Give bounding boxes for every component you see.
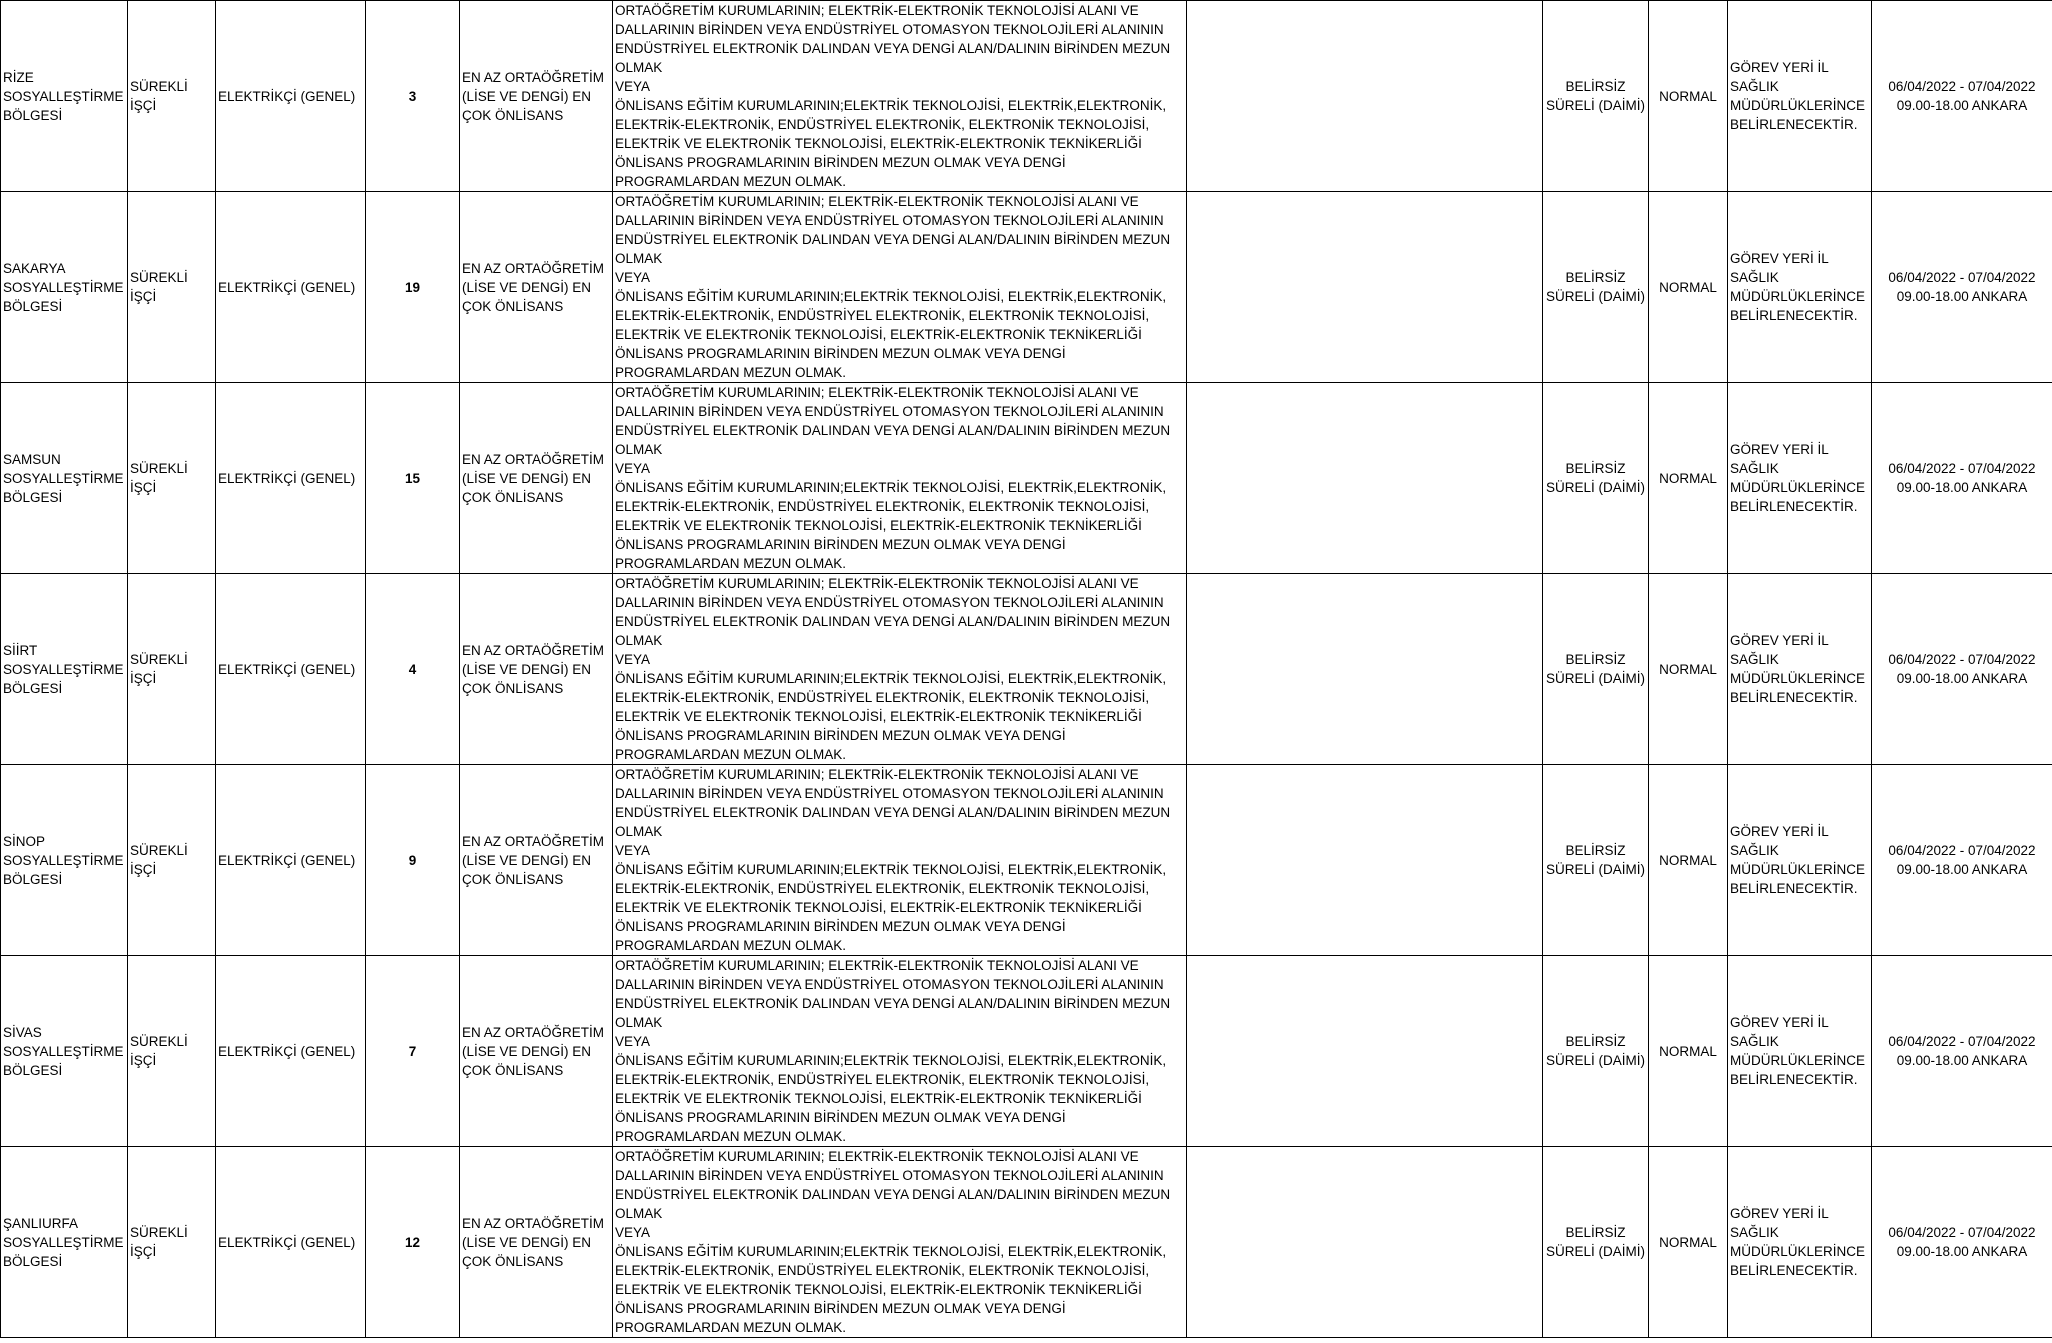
- region-cell: SAKARYA SOSYALLEŞTİRME BÖLGESİ: [1, 192, 128, 383]
- extra-cell: [1187, 574, 1543, 765]
- staff-type-cell: SÜREKLİ İŞÇİ: [128, 1, 216, 192]
- education-cell: EN AZ ORTAÖĞRETİM (LİSE VE DENGİ) EN ÇOK ÖNLİSANS: [460, 1, 613, 192]
- staff-type-cell: SÜREKLİ İŞÇİ: [128, 192, 216, 383]
- dates-cell: 06/04/2022 - 07/04/2022 09.00-18.00 ANKARA: [1872, 383, 2052, 574]
- position-cell: ELEKTRİKÇİ (GENEL): [216, 1, 366, 192]
- quota-cell: 4: [366, 574, 460, 765]
- dates-cell: 06/04/2022 - 07/04/2022 09.00-18.00 ANKARA: [1872, 1147, 2052, 1338]
- staff-type-cell: SÜREKLİ İŞÇİ: [128, 383, 216, 574]
- position-cell: ELEKTRİKÇİ (GENEL): [216, 574, 366, 765]
- region-cell: SİİRT SOSYALLEŞTİRME BÖLGESİ: [1, 574, 128, 765]
- education-cell: EN AZ ORTAÖĞRETİM (LİSE VE DENGİ) EN ÇOK ÖNLİSANS: [460, 192, 613, 383]
- quota-cell: 19: [366, 192, 460, 383]
- qualification-cell: ORTAÖĞRETİM KURUMLARININ; ELEKTRİK-ELEKTRONİK TEKNOLOJİSİ ALANI VE DALLARININ BİRİNDEN VEYA ENDÜSTRİYEL OTOMASYON TEKNOLOJİLERİ ALANININ ENDÜSTRİYEL ELEKTRONİK DALINDAN VEYA DENGİ ALAN/DALININ BİRİNDEN MEZUN OLMAK VEYA ÖNLİSANS EĞİTİM KURUMLARININ;ELEKTRİK TEKNOLOJİSİ, ELEKTRİK,ELEKTRONİK, ELEKTRİK-ELEKTRONİK, ENDÜSTRİYEL ELEKTRONİK, ELEKTRONİK TEKNOLOJİSİ, ELEKTRİK VE ELEKTRONİK TEKNOLOJİSİ, ELEKTRİK-ELEKTRONİK TEKNİKERLİĞİ ÖNLİSANS PROGRAMLARININ BİRİNDEN MEZUN OLMAK VEYA DENGİ PROGRAMLARDAN MEZUN OLMAK.: [613, 1147, 1187, 1338]
- education-cell: EN AZ ORTAÖĞRETİM (LİSE VE DENGİ) EN ÇOK ÖNLİSANS: [460, 574, 613, 765]
- dates-cell: 06/04/2022 - 07/04/2022 09.00-18.00 ANKARA: [1872, 765, 2052, 956]
- table-row: [1, 574, 2052, 765]
- staff-type-cell: SÜREKLİ İŞÇİ: [128, 765, 216, 956]
- extra-cell: [1187, 1, 1543, 192]
- qualification-cell: ORTAÖĞRETİM KURUMLARININ; ELEKTRİK-ELEKTRONİK TEKNOLOJİSİ ALANI VE DALLARININ BİRİNDEN VEYA ENDÜSTRİYEL OTOMASYON TEKNOLOJİLERİ ALANININ ENDÜSTRİYEL ELEKTRONİK DALINDAN VEYA DENGİ ALAN/DALININ BİRİNDEN MEZUN OLMAK VEYA ÖNLİSANS EĞİTİM KURUMLARININ;ELEKTRİK TEKNOLOJİSİ, ELEKTRİK,ELEKTRONİK, ELEKTRİK-ELEKTRONİK, ENDÜSTRİYEL ELEKTRONİK, ELEKTRONİK TEKNOLOJİSİ, ELEKTRİK VE ELEKTRONİK TEKNOLOJİSİ, ELEKTRİK-ELEKTRONİK TEKNİKERLİĞİ ÖNLİSANS PROGRAMLARININ BİRİNDEN MEZUN OLMAK VEYA DENGİ PROGRAMLARDAN MEZUN OLMAK.: [613, 574, 1187, 765]
- extra-cell: [1187, 765, 1543, 956]
- table-row: [1, 192, 2052, 383]
- qualification-cell: ORTAÖĞRETİM KURUMLARININ; ELEKTRİK-ELEKTRONİK TEKNOLOJİSİ ALANI VE DALLARININ BİRİNDEN VEYA ENDÜSTRİYEL OTOMASYON TEKNOLOJİLERİ ALANININ ENDÜSTRİYEL ELEKTRONİK DALINDAN VEYA DENGİ ALAN/DALININ BİRİNDEN MEZUN OLMAK VEYA ÖNLİSANS EĞİTİM KURUMLARININ;ELEKTRİK TEKNOLOJİSİ, ELEKTRİK,ELEKTRONİK, ELEKTRİK-ELEKTRONİK, ENDÜSTRİYEL ELEKTRONİK, ELEKTRONİK TEKNOLOJİSİ, ELEKTRİK VE ELEKTRONİK TEKNOLOJİSİ, ELEKTRİK-ELEKTRONİK TEKNİKERLİĞİ ÖNLİSANS PROGRAMLARININ BİRİNDEN MEZUN OLMAK VEYA DENGİ PROGRAMLARDAN MEZUN OLMAK.: [613, 1, 1187, 192]
- staff-type-cell: SÜREKLİ İŞÇİ: [128, 956, 216, 1147]
- shift-cell: NORMAL: [1649, 1, 1728, 192]
- position-cell: ELEKTRİKÇİ (GENEL): [216, 956, 366, 1147]
- dates-cell: 06/04/2022 - 07/04/2022 09.00-18.00 ANKARA: [1872, 192, 2052, 383]
- region-cell: SAMSUN SOSYALLEŞTİRME BÖLGESİ: [1, 383, 128, 574]
- education-cell: EN AZ ORTAÖĞRETİM (LİSE VE DENGİ) EN ÇOK ÖNLİSANS: [460, 383, 613, 574]
- duration-cell: BELİRSİZ SÜRELİ (DAİMİ): [1543, 765, 1649, 956]
- shift-cell: NORMAL: [1649, 192, 1728, 383]
- education-cell: EN AZ ORTAÖĞRETİM (LİSE VE DENGİ) EN ÇOK ÖNLİSANS: [460, 956, 613, 1147]
- education-cell: EN AZ ORTAÖĞRETİM (LİSE VE DENGİ) EN ÇOK ÖNLİSANS: [460, 1147, 613, 1338]
- duration-cell: BELİRSİZ SÜRELİ (DAİMİ): [1543, 956, 1649, 1147]
- extra-cell: [1187, 1147, 1543, 1338]
- position-cell: ELEKTRİKÇİ (GENEL): [216, 192, 366, 383]
- table-row: [1, 956, 2052, 1147]
- staff-type-cell: SÜREKLİ İŞÇİ: [128, 574, 216, 765]
- qualification-cell: ORTAÖĞRETİM KURUMLARININ; ELEKTRİK-ELEKTRONİK TEKNOLOJİSİ ALANI VE DALLARININ BİRİNDEN VEYA ENDÜSTRİYEL OTOMASYON TEKNOLOJİLERİ ALANININ ENDÜSTRİYEL ELEKTRONİK DALINDAN VEYA DENGİ ALAN/DALININ BİRİNDEN MEZUN OLMAK VEYA ÖNLİSANS EĞİTİM KURUMLARININ;ELEKTRİK TEKNOLOJİSİ, ELEKTRİK,ELEKTRONİK, ELEKTRİK-ELEKTRONİK, ENDÜSTRİYEL ELEKTRONİK, ELEKTRONİK TEKNOLOJİSİ, ELEKTRİK VE ELEKTRONİK TEKNOLOJİSİ, ELEKTRİK-ELEKTRONİK TEKNİKERLİĞİ ÖNLİSANS PROGRAMLARININ BİRİNDEN MEZUN OLMAK VEYA DENGİ PROGRAMLARDAN MEZUN OLMAK.: [613, 765, 1187, 956]
- shift-cell: NORMAL: [1649, 765, 1728, 956]
- position-cell: ELEKTRİKÇİ (GENEL): [216, 765, 366, 956]
- staff-type-cell: SÜREKLİ İŞÇİ: [128, 1147, 216, 1338]
- location-cell: GÖREV YERİ İL SAĞLIK MÜDÜRLÜKLERİNCE BELİRLENECEKTİR.: [1728, 383, 1872, 574]
- region-cell: SİVAS SOSYALLEŞTİRME BÖLGESİ: [1, 956, 128, 1147]
- location-cell: GÖREV YERİ İL SAĞLIK MÜDÜRLÜKLERİNCE BELİRLENECEKTİR.: [1728, 765, 1872, 956]
- shift-cell: NORMAL: [1649, 956, 1728, 1147]
- table-row: [1, 765, 2052, 956]
- quota-cell: 9: [366, 765, 460, 956]
- quota-cell: 12: [366, 1147, 460, 1338]
- education-cell: EN AZ ORTAÖĞRETİM (LİSE VE DENGİ) EN ÇOK ÖNLİSANS: [460, 765, 613, 956]
- position-cell: ELEKTRİKÇİ (GENEL): [216, 1147, 366, 1338]
- location-cell: GÖREV YERİ İL SAĞLIK MÜDÜRLÜKLERİNCE BELİRLENECEKTİR.: [1728, 1, 1872, 192]
- qualification-cell: ORTAÖĞRETİM KURUMLARININ; ELEKTRİK-ELEKTRONİK TEKNOLOJİSİ ALANI VE DALLARININ BİRİNDEN VEYA ENDÜSTRİYEL OTOMASYON TEKNOLOJİLERİ ALANININ ENDÜSTRİYEL ELEKTRONİK DALINDAN VEYA DENGİ ALAN/DALININ BİRİNDEN MEZUN OLMAK VEYA ÖNLİSANS EĞİTİM KURUMLARININ;ELEKTRİK TEKNOLOJİSİ, ELEKTRİK,ELEKTRONİK, ELEKTRİK-ELEKTRONİK, ENDÜSTRİYEL ELEKTRONİK, ELEKTRONİK TEKNOLOJİSİ, ELEKTRİK VE ELEKTRONİK TEKNOLOJİSİ, ELEKTRİK-ELEKTRONİK TEKNİKERLİĞİ ÖNLİSANS PROGRAMLARININ BİRİNDEN MEZUN OLMAK VEYA DENGİ PROGRAMLARDAN MEZUN OLMAK.: [613, 956, 1187, 1147]
- region-cell: SİNOP SOSYALLEŞTİRME BÖLGESİ: [1, 765, 128, 956]
- duration-cell: BELİRSİZ SÜRELİ (DAİMİ): [1543, 1, 1649, 192]
- quota-cell: 3: [366, 1, 460, 192]
- location-cell: GÖREV YERİ İL SAĞLIK MÜDÜRLÜKLERİNCE BELİRLENECEKTİR.: [1728, 574, 1872, 765]
- table-row: [1, 1, 2052, 192]
- location-cell: GÖREV YERİ İL SAĞLIK MÜDÜRLÜKLERİNCE BELİRLENECEKTİR.: [1728, 1147, 1872, 1338]
- dates-cell: 06/04/2022 - 07/04/2022 09.00-18.00 ANKARA: [1872, 956, 2052, 1147]
- shift-cell: NORMAL: [1649, 574, 1728, 765]
- location-cell: GÖREV YERİ İL SAĞLIK MÜDÜRLÜKLERİNCE BELİRLENECEKTİR.: [1728, 192, 1872, 383]
- qualification-cell: ORTAÖĞRETİM KURUMLARININ; ELEKTRİK-ELEKTRONİK TEKNOLOJİSİ ALANI VE DALLARININ BİRİNDEN VEYA ENDÜSTRİYEL OTOMASYON TEKNOLOJİLERİ ALANININ ENDÜSTRİYEL ELEKTRONİK DALINDAN VEYA DENGİ ALAN/DALININ BİRİNDEN MEZUN OLMAK VEYA ÖNLİSANS EĞİTİM KURUMLARININ;ELEKTRİK TEKNOLOJİSİ, ELEKTRİK,ELEKTRONİK, ELEKTRİK-ELEKTRONİK, ENDÜSTRİYEL ELEKTRONİK, ELEKTRONİK TEKNOLOJİSİ, ELEKTRİK VE ELEKTRONİK TEKNOLOJİSİ, ELEKTRİK-ELEKTRONİK TEKNİKERLİĞİ ÖNLİSANS PROGRAMLARININ BİRİNDEN MEZUN OLMAK VEYA DENGİ PROGRAMLARDAN MEZUN OLMAK.: [613, 192, 1187, 383]
- table-row: [1, 1147, 2052, 1338]
- quota-cell: 7: [366, 956, 460, 1147]
- dates-cell: 06/04/2022 - 07/04/2022 09.00-18.00 ANKARA: [1872, 574, 2052, 765]
- location-cell: GÖREV YERİ İL SAĞLIK MÜDÜRLÜKLERİNCE BELİRLENECEKTİR.: [1728, 956, 1872, 1147]
- duration-cell: BELİRSİZ SÜRELİ (DAİMİ): [1543, 192, 1649, 383]
- dates-cell: 06/04/2022 - 07/04/2022 09.00-18.00 ANKARA: [1872, 1, 2052, 192]
- extra-cell: [1187, 956, 1543, 1147]
- duration-cell: BELİRSİZ SÜRELİ (DAİMİ): [1543, 1147, 1649, 1338]
- extra-cell: [1187, 383, 1543, 574]
- table-row: [1, 383, 2052, 574]
- region-cell: RİZE SOSYALLEŞTİRME BÖLGESİ: [1, 1, 128, 192]
- region-cell: ŞANLIURFA SOSYALLEŞTİRME BÖLGESİ: [1, 1147, 128, 1338]
- shift-cell: NORMAL: [1649, 383, 1728, 574]
- qualification-cell: ORTAÖĞRETİM KURUMLARININ; ELEKTRİK-ELEKTRONİK TEKNOLOJİSİ ALANI VE DALLARININ BİRİNDEN VEYA ENDÜSTRİYEL OTOMASYON TEKNOLOJİLERİ ALANININ ENDÜSTRİYEL ELEKTRONİK DALINDAN VEYA DENGİ ALAN/DALININ BİRİNDEN MEZUN OLMAK VEYA ÖNLİSANS EĞİTİM KURUMLARININ;ELEKTRİK TEKNOLOJİSİ, ELEKTRİK,ELEKTRONİK, ELEKTRİK-ELEKTRONİK, ENDÜSTRİYEL ELEKTRONİK, ELEKTRONİK TEKNOLOJİSİ, ELEKTRİK VE ELEKTRONİK TEKNOLOJİSİ, ELEKTRİK-ELEKTRONİK TEKNİKERLİĞİ ÖNLİSANS PROGRAMLARININ BİRİNDEN MEZUN OLMAK VEYA DENGİ PROGRAMLARDAN MEZUN OLMAK.: [613, 383, 1187, 574]
- duration-cell: BELİRSİZ SÜRELİ (DAİMİ): [1543, 383, 1649, 574]
- position-cell: ELEKTRİKÇİ (GENEL): [216, 383, 366, 574]
- duration-cell: BELİRSİZ SÜRELİ (DAİMİ): [1543, 574, 1649, 765]
- quota-cell: 15: [366, 383, 460, 574]
- shift-cell: NORMAL: [1649, 1147, 1728, 1338]
- extra-cell: [1187, 192, 1543, 383]
